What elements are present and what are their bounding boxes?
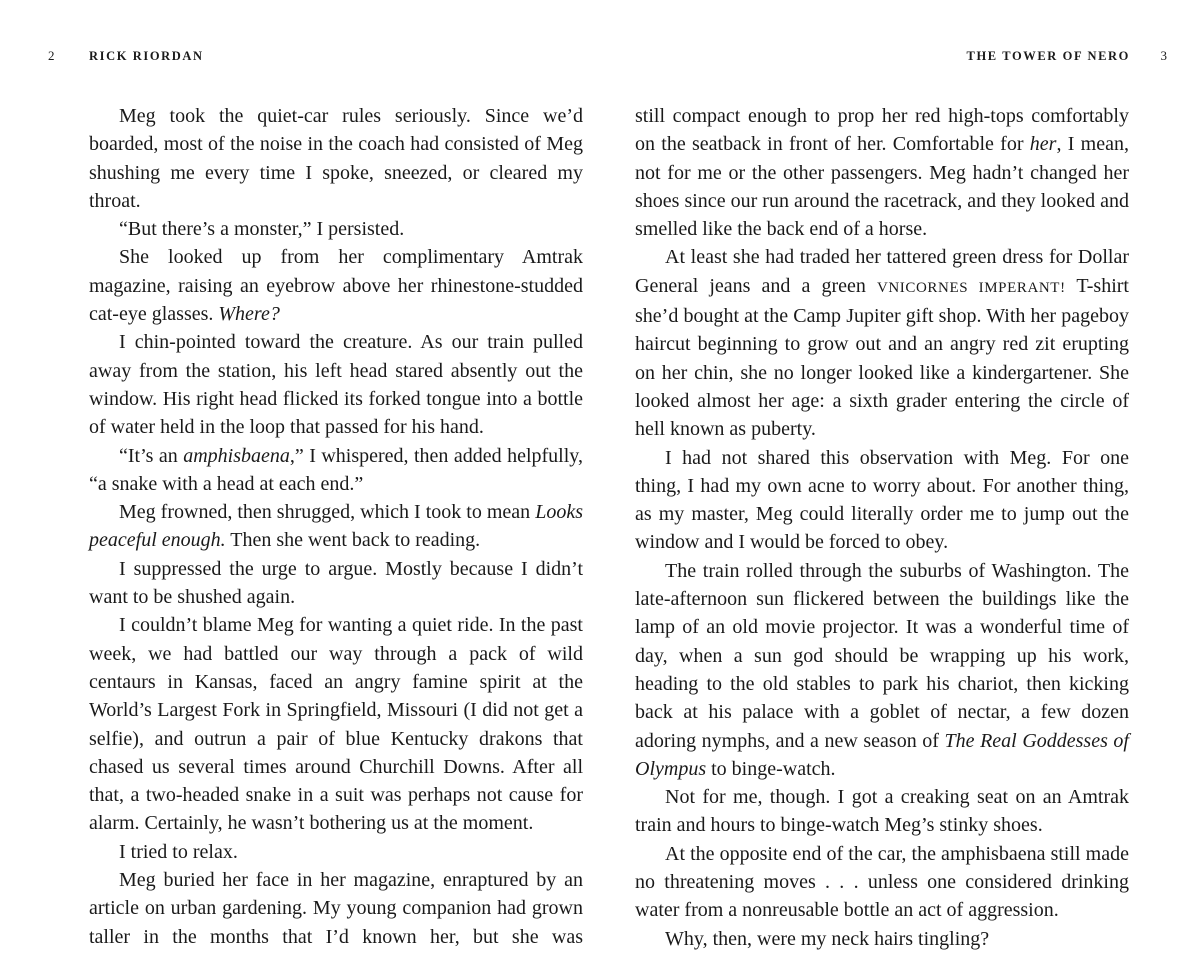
italic-text: Looks peaceful enough.: [89, 501, 583, 552]
paragraph: She looked up from her complimentary Amtrak magazine, raising an eyebrow above her rhinestone-studded cat-eye glasses. Where?: [89, 246, 583, 326]
paragraph: “It’s an amphisbaena,” I whispered, then added helpfully, “a snake with a head at each end.”: [89, 444, 583, 495]
paragraph: Not for me, though. I got a creaking seat on an Amtrak train and hours to binge-watch Meg’s stinky shoes.: [635, 786, 1129, 837]
paragraph: still compact enough to prop her red high-tops comfortably on the seatback in front of her. Comfortable for her, I mean, not for me or the other passengers. Meg hadn’t changed her shoes since our run around the racetrack, and they looked and smelled like the back end of a horse.: [635, 105, 1129, 241]
paragraph: I had not shared this observation with Meg. For one thing, I had my own acne to worry about. For another thing, as my master, Meg could literally order me to jump out the window and I would be forced to obey.: [635, 446, 1129, 554]
paragraph: Why, then, were my neck hairs tingling?: [665, 927, 990, 950]
paragraph: Meg buried her face in her magazine, enraptured by an article on urban gardening. My young companion had grown taller in the months that I’d known her, but she was: [89, 869, 583, 948]
page-number: 2: [48, 48, 55, 63]
paragraph: I couldn’t blame Meg for wanting a quiet ride. In the past week, we had battled our way through a pack of wild centaurs in Kansas, faced an angry famine spirit at the World’s Largest Fork in Springfield, Missouri (I did not get a selfie), and outrun a pair of blue Kentucky drakons that chased us several times around Churchill Downs. After all that, a two-headed snake in a suit was perhaps not cause for alarm. Certainly, he wasn’t bothering us at the moment.: [89, 614, 583, 835]
small-caps-text: VNICORNES IMPERANT!: [876, 279, 1066, 296]
italic-text: her: [1029, 133, 1057, 156]
paragraph: I suppressed the urge to argue. Mostly because I didn’t want to be shushed again.: [89, 557, 583, 609]
paragraph: Meg took the quiet-car rules seriously. Since we’d boarded, most of the noise in the coach had consisted of Meg shushing me every time I spoke, sneezed, or cleared my throat.: [89, 105, 583, 212]
italic-text: amphisbaena: [183, 444, 290, 467]
running-head-author: RICK RIORDAN: [89, 49, 204, 63]
paragraph: I chin-pointed toward the creature. As our train pulled away from the station, his left head stared absently out the window. His right head flicked its forked tongue into a bottle of water held in the loop that passed for his hand.: [89, 331, 583, 439]
paragraph: Meg frowned, then shrugged, which I took to mean Looks peaceful enough. Then she went back to reading.: [89, 501, 583, 552]
italic-text: Where?: [218, 303, 280, 326]
paragraph: The train rolled through the suburbs of Washington. The late-afternoon sun flickered between the buildings like the lamp of an old movie projector. It was a wonderful time of day, when a sun god should be wrapping up his work, heading to the old stables to park his chariot, then kicking back at his palace with a goblet of nectar, a few dozen adoring nymphs, and a new season of The Real Goddesses of Olympus to binge-watch.: [635, 559, 1129, 780]
paragraph: At the opposite end of the car, the amphisbaena still made no threatening moves . . . unless one considered drinking water from a nonreusable bottle an act of aggression.: [635, 842, 1129, 922]
body-text: [635, 102, 1129, 953]
page-number: 3: [1160, 48, 1167, 63]
right-page: [600, 0, 1200, 980]
paragraph: I tried to relax.: [119, 840, 238, 863]
italic-text: The Real Goddesses of Olympus: [635, 729, 1129, 780]
paragraph: “But there’s a monster,” I persisted.: [119, 218, 405, 241]
paragraph: At least she had traded her tattered green dress for Dollar General jeans and a green VNICORNES IMPERANT! T-shirt she’d bought at the Camp Jupiter gift shop. With her pageboy haircut beginning to grow out and an angry red zit erupting on her chin, she no longer looked like a kindergartener. She looked almost her age: a sixth grader entering the circle of hell known as puberty.: [635, 246, 1129, 441]
body-text: [89, 102, 583, 951]
running-head-title: THE TOWER OF NERO: [966, 49, 1130, 63]
